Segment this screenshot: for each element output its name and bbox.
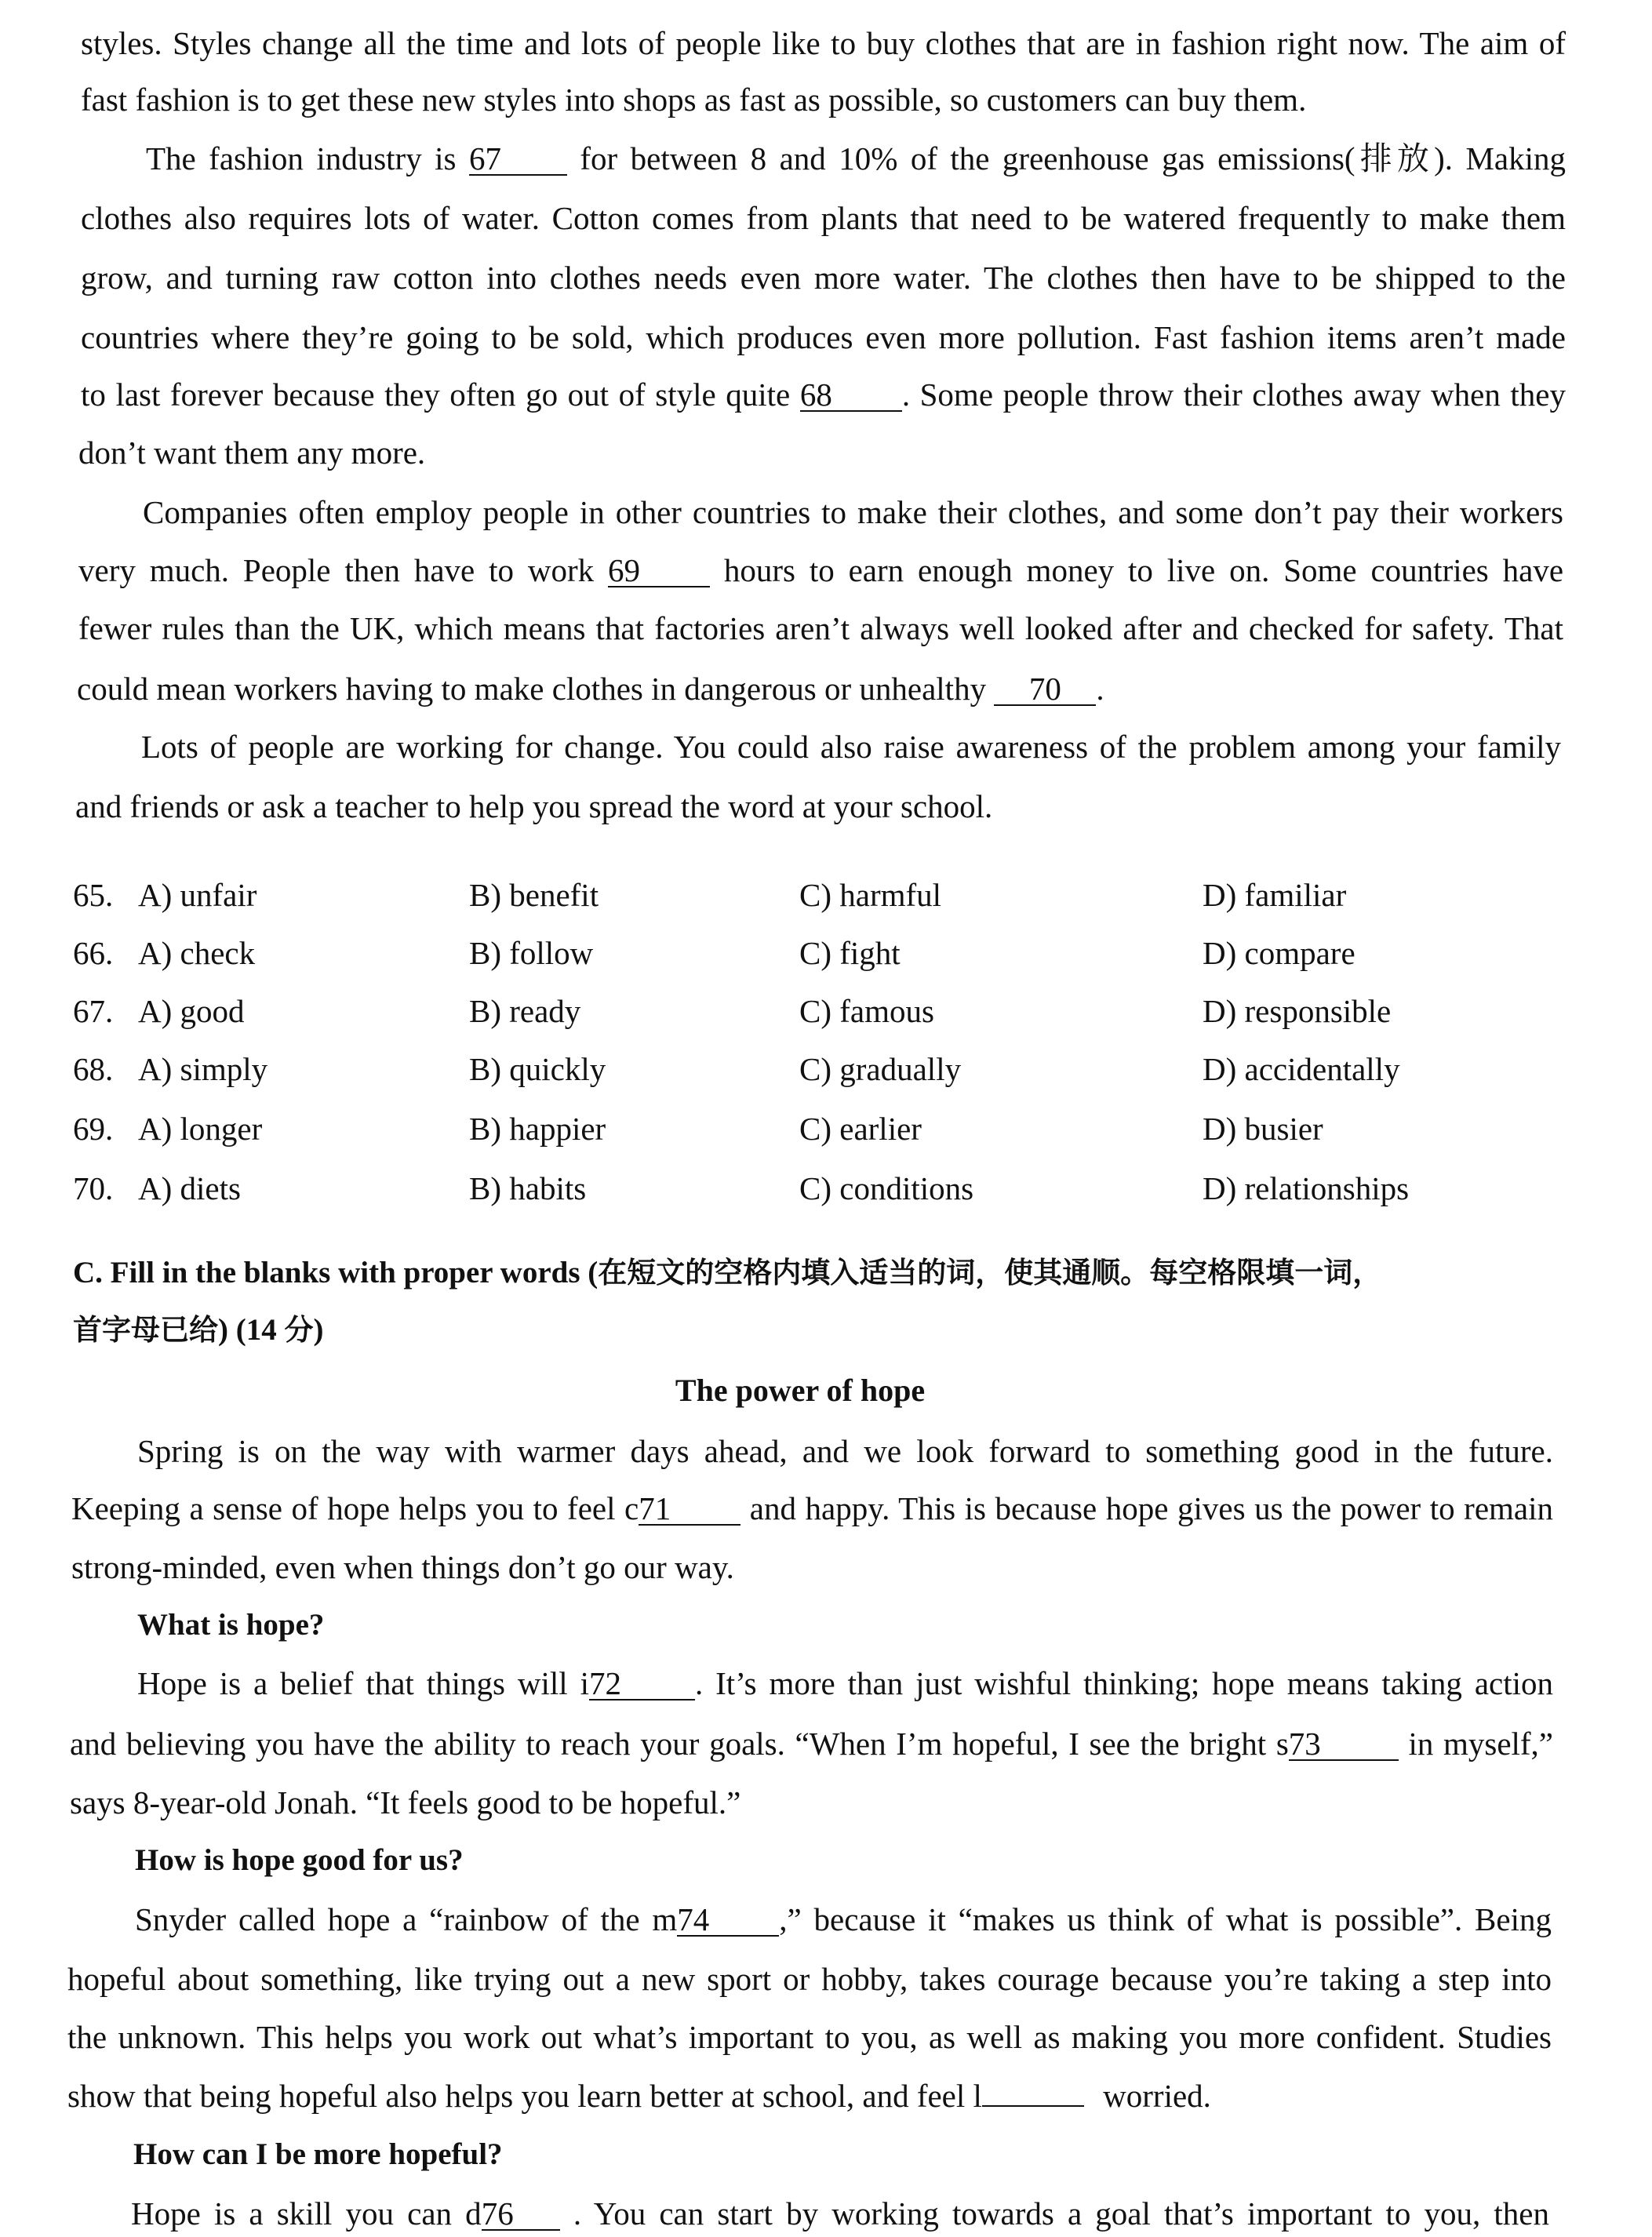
passage-line: grow, and turning raw cotton into clothes needs even more water. The clothes then have to be shipped to the — [81, 260, 1566, 296]
passage-text: . It’s more than just wishful thinking; hope means taking action — [694, 1665, 1554, 1701]
passage-text: . Some people throw their clothes away when they — [901, 376, 1566, 413]
option-c[interactable]: C) earlier — [799, 1111, 922, 1147]
option-d[interactable]: D) accidentally — [1203, 1051, 1400, 1087]
passage-text: The fashion industry is — [146, 140, 457, 176]
passage-text: ,” because it “makes us think of what is possible”. Being — [779, 1901, 1552, 1937]
passage-text: Hope is a belief that things will i — [137, 1665, 589, 1701]
section-score-unit: 分 — [284, 1313, 314, 1347]
passage-text: . — [1096, 671, 1104, 707]
passage-line — [131, 2195, 1549, 2232]
passage-line — [77, 671, 1104, 707]
option-b[interactable]: B) habits — [469, 1170, 587, 1206]
passage-text: very much. People then have to work — [78, 552, 595, 588]
passage-line: the unknown. This helps you work out what’s important to you, as well as making you more confident. Studies — [67, 2019, 1552, 2055]
section-score: ) — [313, 1313, 324, 1347]
section-heading-cn: 在短文的空格内填入适当的词，使其通顺。每空格限填一词， — [598, 1256, 1382, 1289]
blank-76[interactable]: 76 — [482, 2198, 560, 2231]
option-d[interactable]: D) familiar — [1203, 877, 1347, 913]
section-heading-line2 — [73, 1312, 323, 1348]
passage-line: countries where they’re going to be sold, which produces even more pollution. Fast fashion items aren’t made — [81, 319, 1566, 355]
blank-73[interactable]: 73 — [1289, 1728, 1399, 1761]
option-c[interactable]: C) harmful — [799, 877, 942, 913]
option-d[interactable]: D) relationships — [1203, 1170, 1410, 1206]
passage-line: clothes also requires lots of water. Cotton comes from plants that need to be watered frequently to make them — [81, 200, 1566, 236]
passage-line: hopeful about something, like trying out a new sport or hobby, takes courage because you’re taking a step into — [67, 1961, 1552, 1997]
passage-line: fast fashion is to get these new styles into shops as fast as possible, so customers can buy them. — [81, 82, 1307, 118]
passage-text: Snyder called hope a “rainbow of the m — [135, 1901, 678, 1937]
section-heading-cn: 首字母已给 — [73, 1313, 218, 1347]
passage-text: Hope is a skill you can d — [131, 2195, 482, 2232]
passage-text: for between 8 and 10% of the greenhouse gas emissions(排放). Making — [580, 140, 1566, 176]
passage-line — [137, 1665, 1553, 1701]
passage-line — [146, 140, 1566, 176]
option-b[interactable]: B) happier — [469, 1111, 606, 1147]
passage-line: strong-minded, even when things don’t go our way. — [71, 1549, 734, 1585]
passage-text: and happy. This is because hope gives us the power to remain — [749, 1490, 1553, 1526]
question-number: 67. — [73, 993, 114, 1029]
question-number: 68. — [73, 1051, 114, 1087]
passage-line — [135, 1901, 1552, 1937]
passage-text: hours to earn enough money to live on. Some countries have — [723, 552, 1564, 588]
passage-line: Spring is on the way with warmer days ahead, and we look forward to something good in the future. — [137, 1433, 1553, 1469]
option-c[interactable]: C) conditions — [799, 1170, 974, 1206]
passage-text: to last forever because they often go out of style quite — [81, 376, 791, 413]
option-a[interactable]: A) longer — [138, 1111, 263, 1147]
section-heading-en: C. Fill in the blanks with proper words ( — [73, 1256, 599, 1289]
passage-title: The power of hope — [675, 1373, 926, 1408]
option-d[interactable]: D) busier — [1203, 1111, 1323, 1147]
passage-line: styles. Styles change all the time and lots of people like to buy clothes that are in fashion right now. The aim of — [81, 25, 1566, 61]
subheading: What is hope? — [137, 1608, 325, 1642]
question-number: 65. — [73, 877, 114, 913]
blank-72[interactable]: 72 — [589, 1668, 695, 1700]
passage-text: in myself,” — [1408, 1726, 1554, 1762]
passage-line — [81, 376, 1566, 413]
question-number: 70. — [73, 1170, 114, 1206]
passage-line: don’t want them any more. — [78, 435, 426, 471]
subheading: How is hope good for us? — [135, 1843, 464, 1877]
option-b[interactable]: B) follow — [469, 935, 594, 971]
subheading: How can I be more hopeful? — [133, 2137, 503, 2171]
option-a[interactable]: A) diets — [138, 1170, 241, 1206]
option-c[interactable]: C) gradually — [799, 1051, 962, 1087]
passage-text: could mean workers having to make clothes in dangerous or unhealthy — [77, 671, 987, 707]
passage-text: worried. — [1103, 2078, 1211, 2114]
option-a[interactable]: A) check — [138, 935, 256, 971]
passage-line — [70, 1726, 1553, 1762]
blank-74[interactable]: 74 — [677, 1904, 779, 1937]
blank-75[interactable] — [982, 2105, 1084, 2107]
blank-68[interactable]: 68 — [800, 379, 902, 412]
passage-line — [71, 1490, 1553, 1526]
section-heading — [73, 1255, 1381, 1291]
passage-text: and believing you have the ability to reach your goals. “When I’m hopeful, I see the bright s — [70, 1726, 1289, 1762]
option-b[interactable]: B) quickly — [469, 1051, 606, 1087]
passage-line — [67, 2078, 1211, 2114]
passage-text: . You can start by working towards a goal that’s important to you, then — [573, 2195, 1550, 2232]
option-b[interactable]: B) ready — [469, 993, 581, 1029]
section-score: ) (14 — [218, 1313, 285, 1347]
option-d[interactable]: D) compare — [1203, 935, 1355, 971]
passage-text: Keeping a sense of hope helps you to feel c — [71, 1490, 639, 1526]
question-number: 69. — [73, 1111, 114, 1147]
passage-line: fewer rules than the UK, which means that factories aren’t always well looked after and checked for safety. That — [78, 610, 1563, 646]
option-a[interactable]: A) simply — [138, 1051, 268, 1087]
blank-70[interactable]: 70 — [994, 673, 1096, 706]
blank-67[interactable]: 67 — [469, 143, 567, 176]
option-a[interactable]: A) good — [138, 993, 245, 1029]
option-c[interactable]: C) famous — [799, 993, 934, 1029]
option-d[interactable]: D) responsible — [1203, 993, 1392, 1029]
blank-69[interactable]: 69 — [608, 555, 710, 587]
option-a[interactable]: A) unfair — [138, 877, 257, 913]
passage-line: Companies often employ people in other countries to make their clothes, and some don’t pay their workers — [143, 494, 1563, 530]
passage-text: show that being hopeful also helps you learn better at school, and feel l — [67, 2078, 982, 2114]
passage-line — [78, 552, 1563, 588]
passage-line: says 8-year-old Jonah. “It feels good to be hopeful.” — [70, 1784, 741, 1821]
passage-line: Lots of people are working for change. You could also raise awareness of the problem among your family — [141, 729, 1561, 765]
question-number: 66. — [73, 935, 114, 971]
option-b[interactable]: B) benefit — [469, 877, 599, 913]
option-c[interactable]: C) fight — [799, 935, 901, 971]
blank-71[interactable]: 71 — [639, 1493, 740, 1526]
passage-line: and friends or ask a teacher to help you spread the word at your school. — [75, 788, 993, 824]
